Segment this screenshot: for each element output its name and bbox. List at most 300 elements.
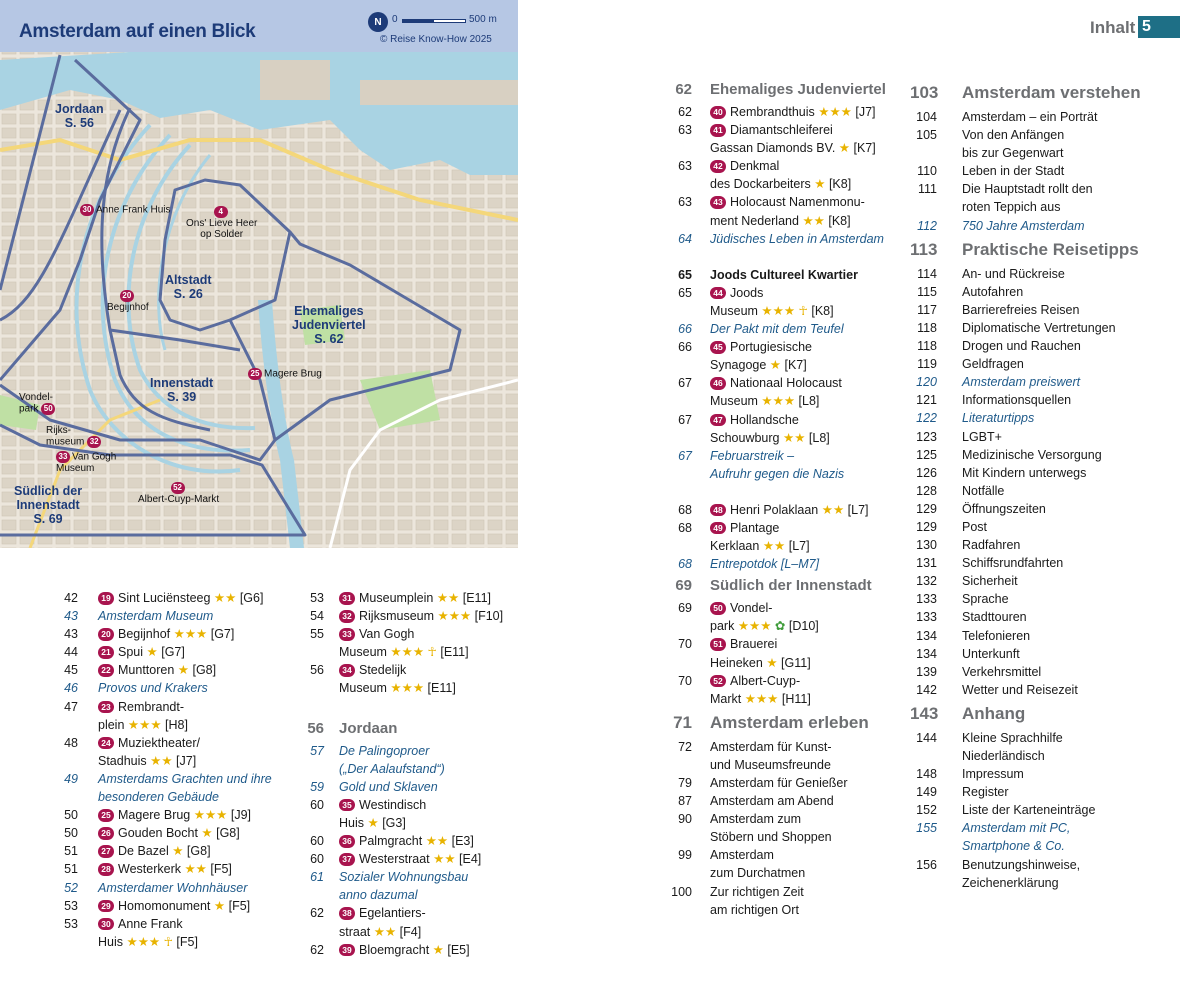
toc-entry[interactable] — [304, 589, 534, 607]
entry-text: Amsterdam erleben — [710, 712, 869, 732]
map-grid-reference: [K8] — [828, 213, 851, 228]
toc-page-number: 62 — [678, 105, 692, 119]
toc-entry[interactable] — [662, 864, 897, 882]
map-grid-reference: [E11] — [462, 591, 491, 605]
entry-text: Informationsquellen — [962, 393, 1072, 408]
toc-page-number: 119 — [917, 357, 937, 372]
toc-entry-title — [710, 501, 897, 519]
toc-entry[interactable] — [910, 355, 1170, 373]
entry-text: Spui — [118, 645, 144, 660]
sight-number-badge: 44 — [710, 287, 726, 300]
district-label-judenviertel[interactable]: Ehemaliges Judenviertel S. 62 — [292, 304, 366, 346]
toc-entry-title — [962, 108, 1170, 126]
toc-entry[interactable] — [910, 856, 1170, 874]
sight-number-badge: 21 — [98, 646, 114, 659]
toc-entry-title — [710, 555, 897, 573]
toc-entry[interactable] — [58, 752, 298, 770]
toc-entry[interactable] — [910, 283, 1170, 301]
toc-entry[interactable] — [910, 217, 1170, 235]
toc-entry[interactable] — [910, 446, 1170, 464]
map-poi[interactable] — [19, 392, 57, 415]
toc-page-number: 156 — [916, 857, 937, 872]
toc-page-number: 62 — [310, 942, 324, 957]
toc-entry-title — [339, 778, 534, 796]
entry-text: Geldfragen — [962, 357, 1024, 372]
toc-entry[interactable] — [58, 643, 298, 661]
entry-text: Gassan Diamonds BV. — [710, 141, 836, 156]
toc-entry[interactable] — [662, 883, 897, 901]
toc-entry-title — [98, 842, 298, 860]
scale-zero: 0 — [392, 14, 398, 25]
sight-number-badge: 52 — [710, 675, 726, 688]
toc-entry-title — [339, 904, 534, 922]
district-label-jordaan[interactable]: Jordaan S. 56 — [55, 102, 104, 130]
entry-text: Autofahren — [962, 284, 1024, 299]
toc-entry[interactable] — [662, 193, 897, 211]
entry-text: Benutzungshinweise, — [962, 857, 1081, 872]
map-poi[interactable] — [80, 204, 170, 216]
toc-page-number: 113 — [910, 239, 938, 259]
toc-entry-title — [710, 672, 897, 690]
toc-entry[interactable] — [910, 536, 1170, 554]
entry-text: Verkehrsmittel — [962, 664, 1042, 679]
toc-entry-title — [98, 824, 298, 842]
toc-entry[interactable] — [58, 879, 298, 897]
entry-text: Heineken — [710, 655, 763, 670]
poi-label: Ons' Lieve Heer op Solder — [186, 218, 258, 240]
toc-entry[interactable] — [910, 198, 1170, 216]
toc-entry[interactable] — [662, 792, 897, 810]
toc-entry-title — [962, 874, 1170, 892]
toc-page-number: 62 — [310, 906, 324, 921]
toc-entry[interactable] — [662, 519, 897, 537]
toc-page-number: 64 — [678, 231, 692, 246]
entry-text: roten Teppich aus — [962, 200, 1061, 215]
entry-text: Museum — [339, 645, 387, 660]
toc-entry[interactable] — [910, 608, 1170, 626]
toc-entry[interactable] — [910, 590, 1170, 608]
toc-entry-title — [962, 198, 1170, 216]
map-grid-reference: [H11] — [781, 691, 811, 706]
toc-entry[interactable] — [58, 716, 298, 734]
toc-entry[interactable] — [662, 465, 897, 483]
poi-marker: 20 — [120, 290, 134, 302]
entry-text: Praktische Reisetipps — [962, 239, 1139, 259]
entry-text: Synagoge — [710, 358, 767, 373]
sight-number-badge: 26 — [98, 827, 114, 840]
entry-text: Sicherheit — [962, 574, 1018, 589]
toc-entry[interactable] — [910, 500, 1170, 518]
toc-entry[interactable] — [910, 874, 1170, 892]
toc-page-number: 47 — [64, 699, 78, 714]
toc-entry-title — [339, 679, 534, 697]
toc-entry[interactable] — [662, 599, 897, 617]
toc-entry[interactable] — [662, 810, 897, 828]
toc-entry-title — [962, 837, 1170, 855]
rating-stars-icon: ★ — [766, 655, 778, 670]
toc-page-number: 63 — [678, 195, 692, 210]
entry-text: Huis — [339, 815, 365, 830]
rating-stars-icon: ★★★ — [744, 691, 779, 706]
toc-entry[interactable] — [304, 625, 534, 643]
toc-entry[interactable] — [662, 356, 897, 374]
toc-page-number: 60 — [310, 834, 324, 849]
toc-entry-title — [962, 856, 1170, 874]
map-poi[interactable] — [56, 451, 116, 474]
toc-entry-title — [710, 284, 897, 302]
entry-text: Radfahren — [962, 538, 1021, 553]
toc-entry[interactable] — [910, 627, 1170, 645]
toc-entry[interactable] — [910, 837, 1170, 855]
toc-entry[interactable] — [662, 756, 897, 774]
toc-page-number: 129 — [916, 501, 937, 516]
toc-entry-title — [98, 879, 298, 897]
toc-page-number: 69 — [675, 577, 692, 595]
toc-entry[interactable] — [304, 814, 534, 832]
section-title: Inhalt — [1090, 18, 1136, 37]
toc-page-number: 128 — [916, 483, 937, 498]
entry-text: Palmgracht — [359, 834, 423, 849]
toc-heading[interactable] — [662, 266, 897, 284]
toc-heading[interactable] — [662, 573, 897, 599]
rating-stars-icon: ★★★ — [390, 681, 425, 696]
toc-entry[interactable] — [662, 901, 897, 919]
district-label-suedlich[interactable]: Südlich der Innenstadt S. 69 — [14, 484, 83, 526]
toc-heading[interactable] — [662, 708, 897, 738]
toc-entry[interactable] — [58, 897, 298, 915]
map-grid-reference: [J7] — [176, 753, 197, 768]
toc-entry[interactable] — [910, 337, 1170, 355]
toc-entry[interactable] — [58, 679, 298, 697]
toc-entry[interactable] — [304, 941, 534, 959]
sight-number-badge: 41 — [710, 124, 726, 137]
toc-entry-title — [710, 411, 897, 429]
entry-text: Leben in der Stadt — [962, 164, 1065, 179]
toc-entry[interactable] — [910, 729, 1170, 747]
toc-entry[interactable] — [910, 663, 1170, 681]
entry-text: Amsterdam — [710, 848, 774, 863]
rating-stars-icon: ★ — [432, 942, 444, 957]
entry-text: („Der Aalaufstand“) — [339, 761, 445, 776]
toc-entry[interactable] — [662, 654, 897, 672]
toc-entry[interactable] — [304, 760, 534, 778]
toc-entry[interactable] — [58, 770, 298, 788]
toc-entry[interactable] — [910, 162, 1170, 180]
toc-page-number: 56 — [307, 719, 324, 737]
toc-page-number: 99 — [678, 848, 692, 863]
toc-entry[interactable] — [910, 645, 1170, 663]
toc-entry[interactable] — [910, 409, 1170, 427]
entry-text: Magere Brug — [118, 808, 191, 823]
toc-entry[interactable] — [910, 572, 1170, 590]
toc-entry[interactable] — [910, 554, 1170, 572]
toc-entry[interactable] — [304, 643, 534, 661]
toc-entry-title — [962, 144, 1170, 162]
sight-number-badge: 49 — [710, 522, 726, 535]
map-grid-reference: [E11] — [440, 645, 469, 660]
toc-entry[interactable] — [304, 923, 534, 941]
toc-entry-title — [339, 832, 534, 850]
toc-entry[interactable] — [662, 738, 897, 756]
toc-entry[interactable] — [910, 319, 1170, 337]
toc-entry[interactable] — [662, 338, 897, 356]
toc-entry[interactable] — [662, 447, 897, 465]
map-poi[interactable] — [46, 425, 103, 448]
toc-entry[interactable] — [58, 860, 298, 878]
entry-text: bis zur Gegenwart — [962, 146, 1064, 161]
map-grid-reference: [L7] — [847, 502, 869, 517]
toc-entry[interactable] — [910, 391, 1170, 409]
toc-page-number: 117 — [917, 302, 937, 317]
toc-entry-title — [962, 482, 1170, 500]
toc-page-number: 61 — [310, 870, 324, 885]
toc-entry[interactable] — [662, 617, 897, 635]
toc-entry[interactable] — [304, 679, 534, 697]
toc-page-number: 149 — [916, 785, 937, 800]
toc-entry-title — [98, 860, 298, 878]
toc-entry-title — [710, 654, 897, 672]
toc-page-number: 70 — [678, 637, 692, 652]
district-label-innenstadt[interactable]: Innenstadt S. 39 — [150, 376, 214, 404]
toc-entry[interactable] — [910, 144, 1170, 162]
sight-number-badge: 32 — [339, 610, 355, 623]
toc-entry-title — [710, 573, 897, 599]
entry-text: Diplomatische Vertretungen — [962, 320, 1116, 335]
toc-page-number: 65 — [678, 285, 692, 300]
toc-entry-title — [710, 617, 897, 635]
entry-text: Stadhuis — [98, 753, 147, 768]
toc-page-number: 129 — [916, 519, 937, 534]
entry-text: Plantage — [730, 520, 780, 535]
entry-text: Öffnungszeiten — [962, 501, 1046, 516]
entry-text: Provos und Krakers — [98, 681, 208, 696]
toc-entry-title — [339, 589, 534, 607]
toc-heading[interactable] — [910, 699, 1170, 729]
toc-entry-title — [339, 868, 534, 886]
toc-page-number: 68 — [678, 520, 692, 535]
entry-text: Rembrandt- — [118, 699, 184, 714]
toc-entry-title — [339, 923, 534, 941]
toc-entry-title — [98, 661, 298, 679]
sight-number-badge: 51 — [710, 638, 726, 651]
toc-entry[interactable] — [910, 180, 1170, 198]
toc-page-number: 120 — [916, 375, 937, 390]
entry-text: Nationaal Holocaust — [730, 376, 842, 391]
toc-heading[interactable] — [662, 77, 897, 103]
map-grid-reference: [F4] — [399, 924, 422, 939]
toc-page-number: 53 — [64, 916, 78, 931]
toc-entry[interactable] — [304, 904, 534, 922]
toc-entry[interactable] — [662, 230, 897, 248]
toc-heading[interactable] — [910, 78, 1170, 108]
toc-page-number: 69 — [678, 601, 692, 616]
toc-entry[interactable] — [58, 661, 298, 679]
entry-text: Telefonieren — [962, 628, 1031, 643]
map-header — [0, 0, 518, 52]
entry-text: Südlich der Innenstadt — [710, 577, 872, 595]
toc-entry-title — [962, 319, 1170, 337]
entry-text: Homomonument — [118, 898, 211, 913]
toc-page-number: 133 — [916, 610, 937, 625]
toc-entry[interactable] — [662, 411, 897, 429]
toc-entry[interactable] — [304, 796, 534, 814]
toc-entry[interactable] — [58, 824, 298, 842]
toc-entry[interactable] — [662, 555, 897, 573]
toc-entry-title — [710, 519, 897, 537]
toc-entry[interactable] — [662, 320, 897, 338]
toc-entry[interactable] — [662, 139, 897, 157]
poi-marker: 52 — [171, 482, 185, 494]
map-grid-reference: [F5] — [210, 862, 232, 877]
rating-stars-icon: ★★ — [802, 213, 825, 228]
toc-entry-title — [710, 103, 897, 121]
sight-number-badge: 36 — [339, 835, 355, 848]
toc-entry[interactable] — [304, 868, 534, 886]
toc-page-number: 43 — [64, 609, 78, 624]
toc-entry[interactable] — [304, 886, 534, 904]
toc-entry-title — [962, 518, 1170, 536]
entry-text: straat — [339, 924, 371, 939]
toc-entry-title — [962, 608, 1170, 626]
poi-marker: 25 — [248, 368, 262, 380]
rating-stars-icon: ★★ — [436, 591, 460, 605]
toc-entry-title — [339, 643, 534, 661]
toc-entry[interactable] — [910, 783, 1170, 801]
toc-heading[interactable] — [910, 235, 1170, 265]
map-grid-reference: [E3] — [451, 834, 474, 849]
sight-number-badge: 28 — [98, 863, 114, 876]
toc-entry-title — [962, 265, 1170, 283]
toc-entry-title — [962, 446, 1170, 464]
toc-entry[interactable] — [58, 806, 298, 824]
toc-entry[interactable] — [910, 747, 1170, 765]
toc-entry[interactable] — [662, 846, 897, 864]
toc-entry[interactable] — [662, 429, 897, 447]
toc-entry[interactable] — [662, 392, 897, 410]
toc-entry[interactable] — [304, 832, 534, 850]
toc-entry[interactable] — [58, 933, 298, 951]
entry-text: Niederländisch — [962, 749, 1045, 763]
toc-entry[interactable] — [58, 607, 298, 625]
rating-stars-icon: ★★ — [213, 591, 237, 605]
entry-text: Vondel- — [730, 601, 773, 616]
rating-stars-icon: ★★★ — [193, 808, 228, 823]
toc-entry[interactable] — [58, 734, 298, 752]
toc-entry[interactable] — [304, 742, 534, 760]
toc-page-number: 122 — [916, 411, 937, 426]
entry-text: und Museumsfreunde — [710, 757, 831, 772]
entry-text: Joods — [730, 285, 764, 300]
toc-entry[interactable] — [58, 788, 298, 806]
map-grid-reference: [G8] — [216, 826, 240, 841]
toc-entry[interactable] — [662, 690, 897, 708]
toc-entry[interactable] — [910, 373, 1170, 391]
entry-text: Unterkunft — [962, 646, 1020, 661]
toc-entry[interactable] — [662, 635, 897, 653]
toc-entry-title — [98, 752, 298, 770]
toc-entry[interactable] — [910, 681, 1170, 699]
toc-entry[interactable] — [304, 661, 534, 679]
toc-entry[interactable] — [910, 301, 1170, 319]
toc-entry-title — [98, 770, 298, 788]
toc-entry[interactable] — [910, 482, 1170, 500]
rating-stars-icon: ★ — [838, 141, 851, 156]
map-grid-reference: [E4] — [459, 852, 482, 867]
toc-entry-title — [962, 126, 1170, 144]
toc-entry[interactable] — [304, 850, 534, 868]
toc-entry[interactable] — [910, 265, 1170, 283]
toc-heading[interactable] — [304, 716, 534, 742]
toc-entry[interactable] — [58, 842, 298, 860]
toc-entry[interactable] — [662, 374, 897, 392]
toc-entry[interactable] — [662, 284, 897, 302]
toc-page-number: 139 — [916, 664, 937, 679]
toc-page-number: 134 — [916, 628, 937, 643]
toc-entry[interactable] — [910, 464, 1170, 482]
rating-stars-icon: ★★★ — [126, 934, 161, 949]
toc-entry[interactable] — [58, 625, 298, 643]
toc-entry[interactable] — [662, 501, 897, 519]
toc-entry[interactable] — [910, 108, 1170, 126]
toc-entry[interactable] — [662, 774, 897, 792]
toc-entry-title — [710, 846, 897, 864]
toc-page-number: 46 — [64, 681, 78, 696]
map-poi[interactable] — [138, 482, 219, 505]
toc-entry[interactable] — [58, 915, 298, 933]
entry-text: Museum — [710, 303, 758, 318]
toc-entry-title — [710, 756, 897, 774]
toc-entry[interactable] — [910, 428, 1170, 446]
map-poi[interactable] — [107, 290, 149, 313]
toc-entry-title — [962, 819, 1170, 837]
toc-entry-title — [962, 536, 1170, 554]
toc-entry[interactable] — [304, 778, 534, 796]
toc-page-number: 59 — [310, 779, 324, 794]
toc-entry[interactable] — [910, 801, 1170, 819]
entry-text: Wetter und Reisezeit — [962, 682, 1078, 697]
toc-entry-title — [962, 409, 1170, 427]
toc-entry[interactable] — [910, 819, 1170, 837]
toc-entry[interactable] — [58, 589, 298, 607]
toc-entry[interactable] — [662, 302, 897, 320]
toc-entry[interactable] — [910, 518, 1170, 536]
map-grid-reference: [K7] — [784, 358, 807, 373]
toc-entry-title — [98, 933, 298, 951]
district-label-altstadt[interactable]: Altstadt S. 26 — [165, 273, 212, 301]
toc-entry[interactable] — [662, 537, 897, 555]
entry-text: Jüdisches Leben in Amsterdam — [710, 231, 884, 246]
toc-entry[interactable] — [662, 672, 897, 690]
toc-entry[interactable] — [910, 126, 1170, 144]
toc-entry-title — [962, 590, 1170, 608]
map-poi[interactable] — [186, 206, 257, 240]
toc-entry[interactable] — [662, 212, 897, 230]
map-poi[interactable] — [248, 368, 322, 380]
toc-entry[interactable] — [662, 828, 897, 846]
toc-entry[interactable] — [662, 103, 897, 121]
toc-entry[interactable] — [662, 175, 897, 193]
toc-page-number: 71 — [673, 712, 692, 732]
toc-entry[interactable] — [662, 157, 897, 175]
toc-entry[interactable] — [304, 607, 534, 625]
toc-entry[interactable] — [58, 698, 298, 716]
toc-entry[interactable] — [662, 121, 897, 139]
rating-stars-icon: ★★ — [184, 862, 207, 877]
toc-page-number: 66 — [678, 340, 692, 355]
sight-number-badge: 20 — [98, 628, 114, 641]
map-copyright: © Reise Know-How 2025 — [380, 34, 492, 45]
toc-entry[interactable] — [910, 765, 1170, 783]
